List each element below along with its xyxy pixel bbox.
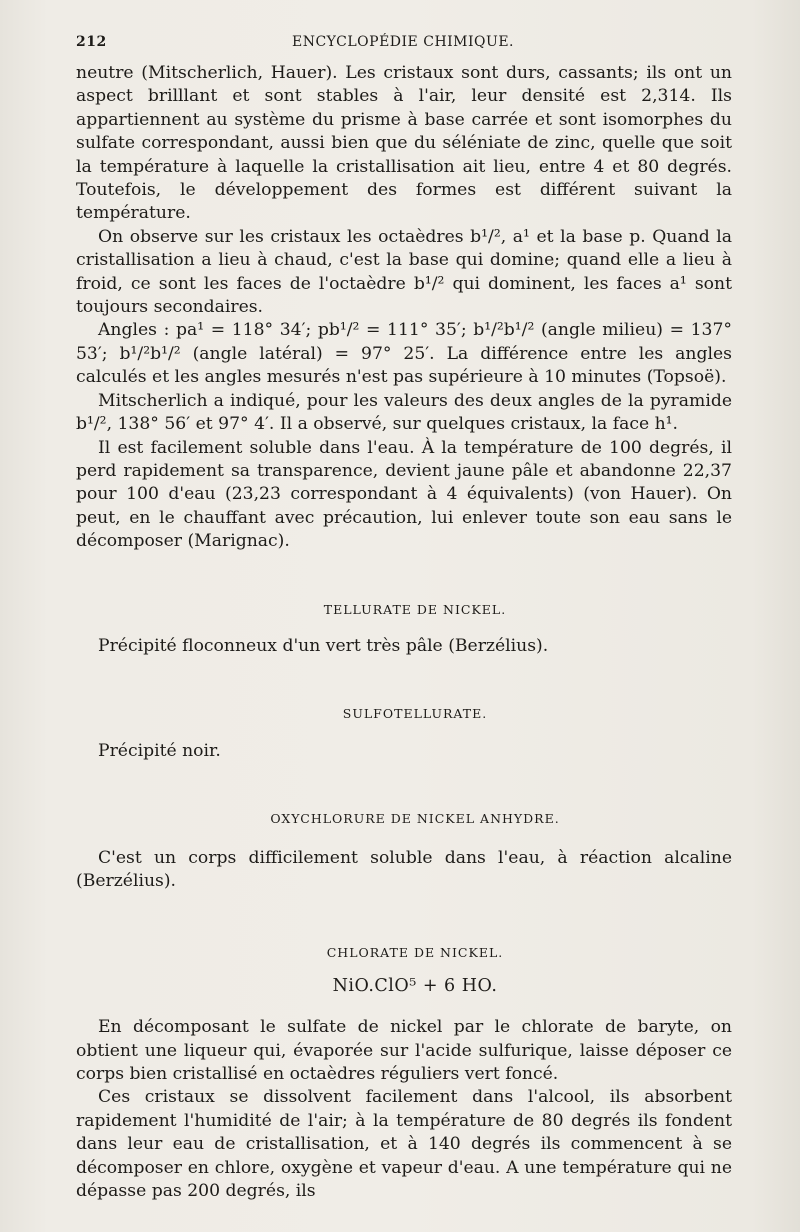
section-title-chlorate: CHLORATE DE NICKEL. (326, 945, 504, 961)
paragraph-continuation: neutre (Mitscherlich, Hauer). Les cristaux sont durs, cassants; ils ont un aspect brilllant et sont stables à l'air, leur densité est 2,314. Ils appartiennent au système du prisme à base carrée et sont isomorphes du sulfate correspondant, aussi bien que du séléniate de zinc, quelle que soit la température à laquelle la cristallisation ait lieu, entre 4 et 80 degrés. Toutefois, le développement des formes est différent suivant la température. (76, 63, 732, 224)
page-number: 212 (76, 34, 107, 50)
section-title-tellurate: TELLURATE DE NICKEL. (323, 601, 507, 617)
chemical-formula: NiO.ClO⁵ + 6 HO. (332, 975, 498, 996)
section-text-tellurate: Précipité floconneux d'un vert très pâle (Berzélius). (98, 635, 549, 656)
section-title-oxychlorure: OXYCHLORURE DE NICKEL ANHYDRE. (270, 811, 560, 827)
section-text-oxychlorure: C'est un corps difficilement soluble dans l'eau, à réaction alcaline (Berzélius). (76, 847, 732, 891)
running-title: ENCYCLOPÉDIE CHIMIQUE. (292, 34, 514, 50)
section-text-sulfotellurate: Précipité noir. (98, 740, 221, 761)
paragraph-mitscherlich: Mitscherlich a indiqué, pour les valeurs des deux angles de la pyramide b¹/², 138° 56′ et 97° 4′. Il a observé, sur quelques cristaux, la face h¹. (76, 390, 732, 435)
paragraph-solubility: Il est facilement soluble dans l'eau. À la température de 100 degrés, il perd rapidement sa transparence, devient jaune pâle et abandonne 22,37 pour 100 d'eau (23,23 correspondant à 4 équivalents) (von Hauer). On peut, en le chauffant avec précaution, lui enlever toute son eau sans le décomposer (Marignac). (76, 437, 732, 552)
section-text-chlorate-2: Ces cristaux se dissolvent facilement dans l'alcool, ils absorbent rapidement l'humidité de l'air; à la température de 80 degrés ils fondent dans leur eau de cristallisation, et à 140 degrés ils commencent à se décomposer en chlore, oxygène et vapeur d'eau. A une température qui ne dépasse pas 200 degrés, ils (76, 1087, 732, 1202)
paragraph-octahedra: On observe sur les cristaux les octaèdres b¹/², a¹ et la base p. Quand la cristallisation a lieu à chaud, c'est la base qui domine; quand elle a lieu à froid, ce sont les faces de l'octaèdre b¹/² qui dominent, les faces a¹ sont toujours secondaires. (76, 226, 732, 318)
page-body (76, 62, 732, 1203)
paragraph-angles: Angles : pa¹ = 118° 34′; pb¹/² = 111° 35′; b¹/²b¹/² (angle milieu) = 137° 53′; b¹/²b¹/² (angle latéral) = 97° 25′. La différence entre les angles calculés et les angles mesurés n'est pas supérieure à 10 minutes (Topsoë). (76, 320, 732, 388)
running-head (76, 34, 730, 56)
section-title-sulfotellurate: SULFOTELLURATE. (342, 706, 488, 722)
section-text-chlorate-1: En décomposant le sulfate de nickel par le chlorate de baryte, on obtient une liqueur qui, évaporée sur l'acide sulfurique, laisse déposer ce corps bien cristallisé en octaèdres réguliers vert foncé. (76, 1017, 732, 1084)
